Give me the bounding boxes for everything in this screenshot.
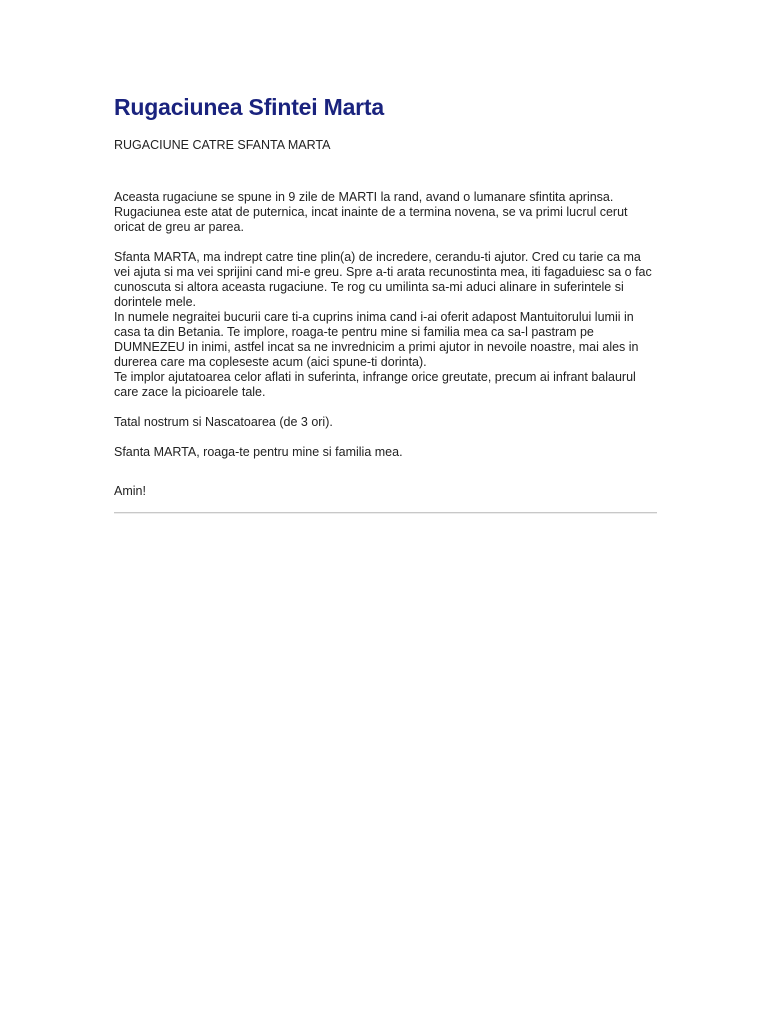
- subtitle: RUGACIUNE CATRE SFANTA MARTA: [114, 138, 331, 152]
- document-body: [114, 92, 659, 514]
- paragraph-prayer: Sfanta MARTA, ma indrept catre tine plin(a) de incredere, cerandu-ti ajutor. Cred cu tarie ca ma vei ajuta si ma vei sprijini cand mi-e greu. Spre a-ti arata recunostinta mea, iti fagaduiesc sa o fac cunoscuta si altora aceasta rugaciune. Te rog cu umilinta sa-mi aduci alinare in suferintele si dorintele mele. In numele negraitei bucurii care ti-a cuprins inima cand i-ai oferit adapost Mantuitorului lumii in casa ta din Betania. Te implore, roaga-te pentru mine si familia mea ca sa-l pastram pe DUMNEZEU in inimi, astfel incat sa ne invrednicim a primi ajutor in nevoile noastre, mai ales in durerea care ma copleseste acum (aici spune-ti dorinta). Te implor ajutatoarea celor aflati in suferinta, infrange orice greutate, precum ai infrant balaurul care zace la picioarele tale.: [114, 250, 652, 399]
- paragraph-closing-plea: Sfanta MARTA, roaga-te pentru mine si familia mea.: [114, 445, 403, 459]
- paragraph-instructions: Aceasta rugaciune se spune in 9 zile de MARTI la rand, avand o lumanare sfintita aprinsa. Rugaciunea este atat de puternica, incat inainte de a termina novena, se va primi lucrul cerut oricat de greu ar parea.: [114, 190, 628, 234]
- paragraph-amen: Amin!: [114, 484, 146, 498]
- paragraph-repeat: Tatal nostrum si Nascatoarea (de 3 ori).: [114, 415, 333, 429]
- horizontal-divider: [114, 512, 657, 514]
- page-title: Rugaciunea Sfintei Marta: [114, 94, 384, 120]
